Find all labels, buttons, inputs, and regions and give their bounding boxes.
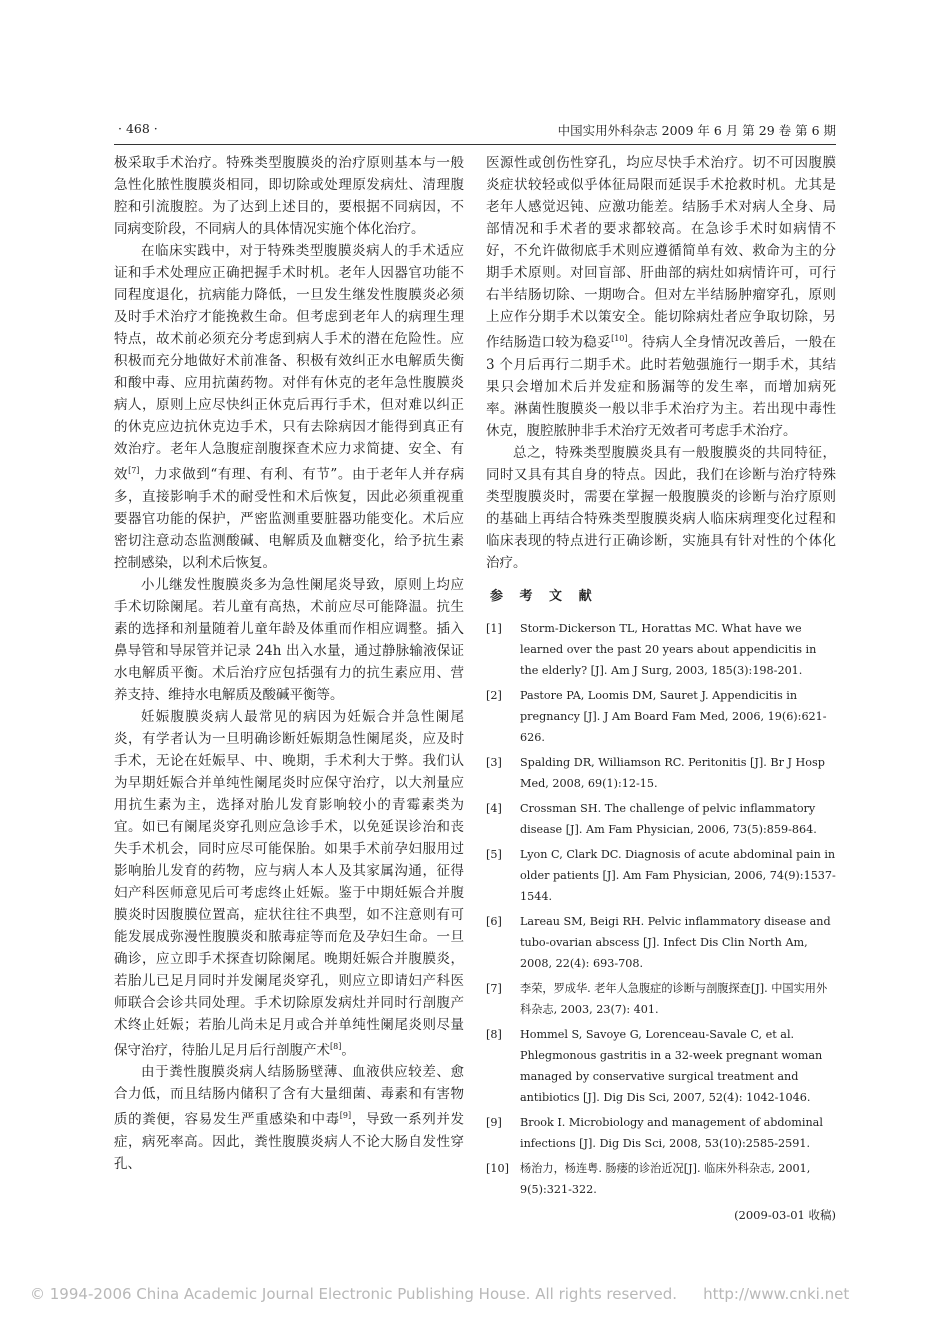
reference-text: Lareau SM, Beigi RH. Pelvic inflammatory disease and tubo-ovarian abscess [J]. Infect Dis Clin North Am, 2008, 22(4): 693-708. bbox=[520, 914, 831, 970]
reference-item bbox=[486, 1158, 836, 1200]
reference-text: Lyon C, Clark DC. Diagnosis of acute abdominal pain in older patients [J]. Am Fam Physician, 2006, 74(9):1537-1544. bbox=[520, 847, 836, 903]
citation-marker: [8] bbox=[330, 1041, 342, 1051]
paragraph-text: 妊娠腹膜炎病人最常见的病因为妊娠合并急性阑尾炎，有学者认为一旦明确诊断妊娠期急性阑尾炎，应及时手术，无论在妊娠早、中、晚期，手术利大于弊。我们认为早期妊娠合并单纯性阑尾炎时应保守治疗，以大剂量应用抗生素为主，选择对胎儿发育影响较小的青霉素类为宜。如已有阑尾炎穿孔则应急诊手术，以免延误诊治和丧失手术机会，同时应尽可能保胎。如果手术前孕妇服用过影响胎儿发育的药物，应与病人本人及其家属沟通，征得妇产科医师意见后可考虑终止妊娠。鉴于中期妊娠合并腹膜炎时因腹膜位置高，症状往往不典型，如不注意则有可能发展成弥漫性腹膜炎和脓毒症等而危及孕妇生命。一旦确诊，应立即手术探查切除阑尾。晚期妊娠合并腹膜炎，若胎儿已足月同时并发阑尾炎穿孔，则应立即请妇产科医师联合会诊共同处理。手术切除原发病灶并同时行剖腹产术终止妊娠；若胎儿尚未足月或合并单纯性阑尾炎则尽量保守治疗，待胎儿足月后行剖腹产术 bbox=[114, 708, 464, 1058]
reference-item bbox=[486, 911, 836, 974]
paragraph bbox=[114, 240, 464, 574]
reference-item bbox=[486, 1024, 836, 1108]
paragraph-text: 。 bbox=[341, 1042, 355, 1058]
reference-item bbox=[486, 752, 836, 794]
footer-url[interactable]: http://www.cnki.net bbox=[703, 1285, 850, 1303]
reference-number: [7] bbox=[486, 981, 502, 995]
reference-text: Spalding DR, Williamson RC. Peritonitis [J]. Br J Hosp Med, 2008, 69(1):12-15. bbox=[520, 755, 825, 790]
paragraph-text: ，导致一系列并发症，病死率高。因此，粪性腹膜炎病人不论大肠自发性穿孔、 bbox=[114, 1111, 465, 1172]
reference-number: [2] bbox=[486, 688, 502, 702]
right-column bbox=[486, 152, 836, 1226]
reference-text: Pastore PA, Loomis DM, Sauret J. Appendicitis in pregnancy [J]. J Am Board Fam Med, 2006, 19(6):621-626. bbox=[520, 688, 827, 744]
paragraph: 极采取手术治疗。特殊类型腹膜炎的治疗原则基本与一般急性化脓性腹膜炎相同，即切除或处理原发病灶、清理腹腔和引流腹腔。为了达到上述目的，要根据不同病因，不同病变阶段，不同病人的具体情况实施个体化治疗。 bbox=[114, 155, 464, 237]
reference-number: [4] bbox=[486, 801, 502, 815]
paragraph: 总之，特殊类型腹膜炎具有一般腹膜炎的共同特征，同时又具有其自身的特点。因此，我们在诊断与治疗特殊类型腹膜炎时，需要在掌握一般腹膜炎的诊断与治疗原则的基础上再结合特殊类型腹膜炎病人临床病理变化过程和临床表现的特点进行正确诊断，实施具有针对性的个体化治疗。 bbox=[486, 444, 836, 571]
paragraph-text: 在临床实践中，对于特殊类型腹膜炎病人的手术适应证和手术处理应正确把握手术时机。老年人因器官功能不同程度退化，抗病能力降低，一旦发生继发性腹膜炎必须及时手术治疗才能挽救生命。但考虑到老年人的病理生理特点，故术前必须充分考虑到病人手术的潜在危险性。应积极而充分地做好术前准备、积极有效纠正水电解质失衡和酸中毒、应用抗菌药物。对伴有休克的老年急性腹膜炎病人，原则上应尽快纠正休克后再行手术，但对难以纠正的休克应边抗休克边手术，只有去除病因才能得到真正有效治疗。老年人急腹症剖腹探查术应力求简捷、安全、有效 bbox=[114, 243, 464, 483]
copyright-text: © 1994-2006 China Academic Journal Electronic Publishing House. All rights reserved. bbox=[30, 1285, 678, 1303]
reference-text: Hommel S, Savoye G, Lorenceau-Savale C, et al. Phlegmonous gastritis in a 32-week pregnant woman managed by conservative surgical treatment and antibiotics [J]. Dig Dis Sci, 2007, 52(4): 1042-1046. bbox=[520, 1027, 823, 1104]
reference-item bbox=[486, 685, 836, 748]
reference-number: [6] bbox=[486, 914, 502, 928]
reference-number: [9] bbox=[486, 1115, 502, 1129]
paragraph-text: 由于粪性腹膜炎病人结肠肠壁薄、血液供应较差、愈合力低，而且结肠内储积了含有大量细菌、毒素和有害物质的粪便，容易发生严重感染和中毒 bbox=[114, 1064, 464, 1128]
received-date: (2009-03-01 收稿) bbox=[734, 1207, 836, 1222]
paragraph: 小儿继发性腹膜炎多为急性阑尾炎导致，原则上均应手术切除阑尾。若儿童有高热，术前应尽可能降温。抗生素的选择和剂量随着儿童年龄及体重而作相应调整。插入鼻导管和导尿管并记录 24h 出入水量，通过静脉输液保证水电解质平衡。术后治疗应包括强有力的抗生素应用、营养支持、维持水电解质及酸碱平衡等。 bbox=[114, 576, 464, 703]
reference-number: [10] bbox=[486, 1161, 509, 1175]
paragraph-text: ，力求做到“有理、有利、有节”。由于老年人并存病多，直接影响手术的耐受性和术后恢复，因此必须重视重要器官功能的保护，严密监测重要脏器功能变化。术后应密切注意动态监测酸碱、电解质及血糖变化，给予抗生素控制感染，以利术后恢复。 bbox=[114, 466, 464, 571]
reference-text: Crossman SH. The challenge of pelvic inflammatory disease [J]. Am Fam Physician, 2006, 73(5):859-864. bbox=[520, 801, 817, 836]
citation-marker: [10] bbox=[611, 334, 628, 343]
journal-header: 中国实用外科杂志 2009 年 6 月 第 29 卷 第 6 期 bbox=[557, 123, 836, 138]
paragraph-text: 医源性或创伤性穿孔，均应尽快手术治疗。切不可因腹膜炎症状较轻或似乎体征局限而延误手术抢救时机。尤其是老年人感觉迟钝、应激功能差。结肠手术对病人全身、局部情况和手术者的要求都较高。在急诊手术时如病情不好，不允许做彻底手术则应遵循简单有效、救命为主的分期手术原则。对回盲部、肝曲部的病灶如病情许可，可行右半结肠切除、一期吻合。但对左半结肠肿瘤穿孔，原则上应作分期手术以策安全。能切除病灶者应争取切除，另作结肠造口较为稳妥 bbox=[486, 155, 836, 351]
citation-marker: [7] bbox=[128, 466, 140, 475]
paragraph bbox=[114, 706, 464, 1062]
reference-text: 杨治力，杨连粤. 肠瘘的诊治近况[J]. 临床外科杂志, 2001, 9(5):321-322. bbox=[520, 1161, 811, 1196]
header-rule bbox=[114, 144, 836, 145]
reference-item bbox=[486, 978, 836, 1020]
reference-number: [3] bbox=[486, 755, 502, 769]
reference-number: [1] bbox=[486, 621, 502, 635]
reference-item bbox=[486, 618, 836, 681]
reference-number: [5] bbox=[486, 847, 502, 861]
citation-marker: [9] bbox=[339, 1111, 352, 1120]
reference-number: [8] bbox=[486, 1027, 502, 1041]
page-number: · 468 · bbox=[118, 121, 158, 136]
copyright-footer bbox=[30, 1285, 849, 1303]
references-heading: 参 考 文 献 bbox=[490, 588, 598, 604]
paragraph bbox=[486, 152, 836, 442]
reference-item bbox=[486, 1112, 836, 1154]
paragraph-text: 。待病人全身情况改善后，一般在 3 个月后再行二期手术。此时若勉强施行一期手术，其结果只会增加术后并发症和肠漏等的发生率，而增加病死率。淋菌性腹膜炎一般以非手术治疗为主。若出现中毒性休克，腹腔脓肿非手术治疗无效者可考虑手术治疗。 bbox=[486, 334, 837, 439]
reference-text: 李荣，罗成华. 老年人急腹症的诊断与剖腹探查[J]. 中国实用外科杂志, 2003, 23(7): 401. bbox=[520, 981, 828, 1016]
reference-text: Storm-Dickerson TL, Horattas MC. What have we learned over the past 20 years about appendicitis in the elderly? [J]. Am J Surg, 2003, 185(3):198-201. bbox=[520, 621, 817, 677]
reference-list bbox=[486, 618, 836, 1200]
reference-item bbox=[486, 798, 836, 840]
paragraph bbox=[114, 1061, 464, 1175]
reference-text: Brook I. Microbiology and management of abdominal infections [J]. Dig Dis Sci, 2008, 53(10):2585-2591. bbox=[520, 1115, 823, 1150]
reference-item bbox=[486, 844, 836, 907]
left-column bbox=[114, 152, 464, 1175]
